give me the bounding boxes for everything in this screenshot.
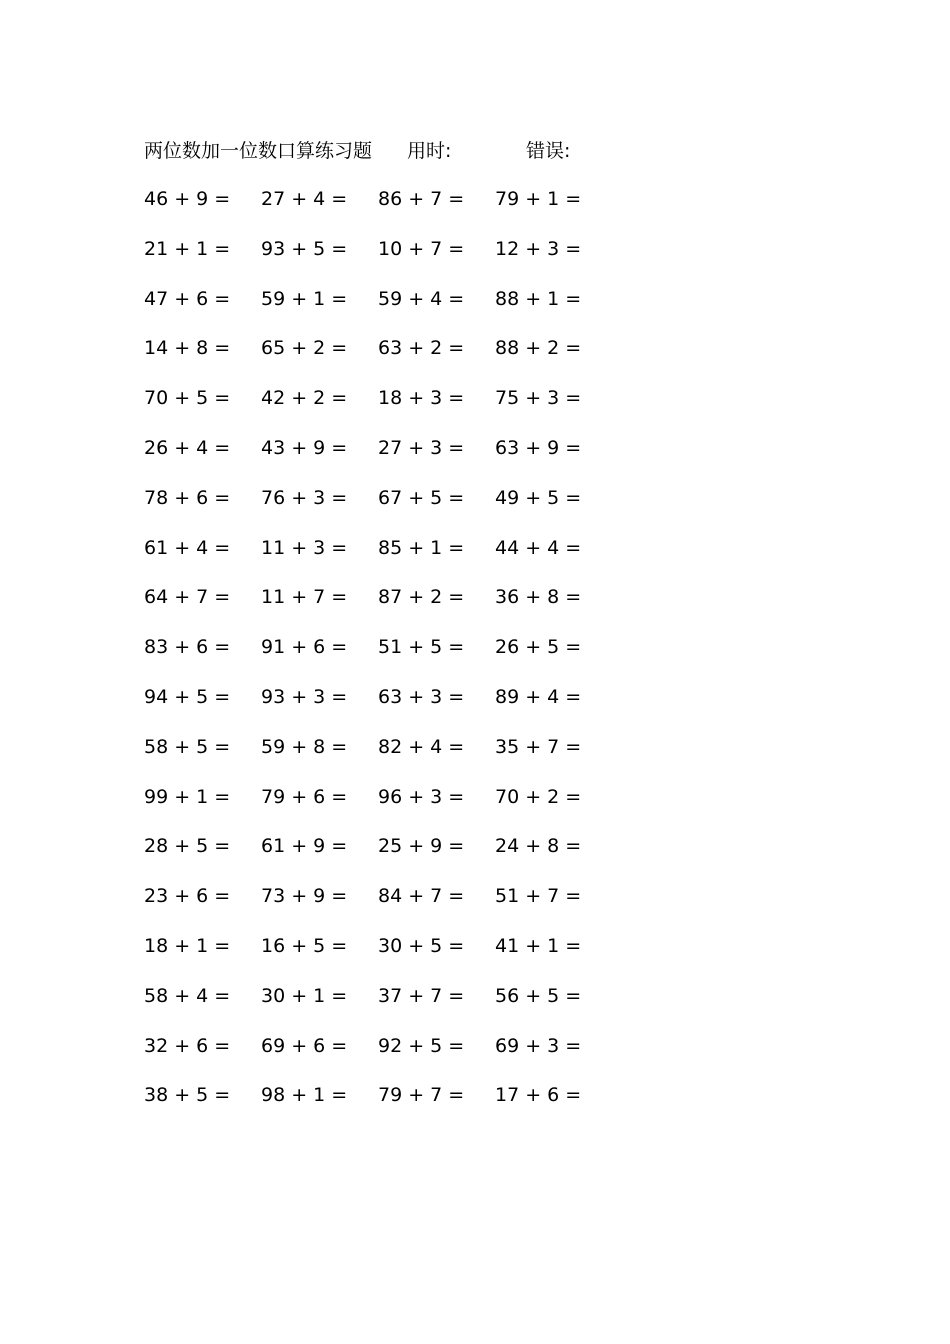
problem-item: 26 + 5 = [495,636,582,659]
problem-item: 42 + 2 = [261,387,348,410]
problem-item: 96 + 3 = [378,785,465,808]
problem-row [144,234,624,284]
problem-item: 65 + 2 = [261,337,348,360]
problem-item: 30 + 5 = [378,934,465,957]
problem-item: 61 + 4 = [144,536,231,559]
problem-item: 64 + 7 = [144,586,231,609]
problem-item: 38 + 5 = [144,1084,231,1107]
problem-item: 23 + 6 = [144,885,231,908]
problem-item: 73 + 9 = [261,885,348,908]
problem-row [144,333,624,383]
problem-item: 69 + 6 = [261,1034,348,1057]
problem-row [144,831,624,881]
problem-item: 58 + 5 = [144,735,231,758]
problem-item: 87 + 2 = [378,586,465,609]
problem-row [144,184,624,234]
problem-item: 79 + 7 = [378,1084,465,1107]
problem-item: 63 + 2 = [378,337,465,360]
problem-grid [144,184,624,1130]
problem-item: 93 + 5 = [261,237,348,260]
problem-item: 92 + 5 = [378,1034,465,1057]
problem-item: 59 + 4 = [378,287,465,310]
problem-item: 36 + 8 = [495,586,582,609]
problem-item: 16 + 5 = [261,934,348,957]
problem-item: 10 + 7 = [378,237,465,260]
problem-item: 35 + 7 = [495,735,582,758]
problem-item: 30 + 1 = [261,984,348,1007]
problem-item: 83 + 6 = [144,636,231,659]
problem-item: 51 + 7 = [495,885,582,908]
problem-item: 32 + 6 = [144,1034,231,1057]
problem-item: 26 + 4 = [144,436,231,459]
problem-item: 24 + 8 = [495,835,582,858]
problem-item: 89 + 4 = [495,685,582,708]
problem-item: 44 + 4 = [495,536,582,559]
problem-item: 21 + 1 = [144,237,231,260]
problem-item: 43 + 9 = [261,436,348,459]
problem-item: 84 + 7 = [378,885,465,908]
problem-row [144,931,624,981]
problem-row [144,383,624,433]
problem-row [144,1080,624,1130]
problem-item: 11 + 3 = [261,536,348,559]
problem-item: 59 + 8 = [261,735,348,758]
problem-item: 76 + 3 = [261,486,348,509]
problem-row [144,582,624,632]
problem-item: 12 + 3 = [495,237,582,260]
errors-label: 错误: [526,140,571,162]
problem-row [144,782,624,832]
problem-item: 41 + 1 = [495,934,582,957]
problem-item: 25 + 9 = [378,835,465,858]
problem-row [144,981,624,1031]
problem-item: 98 + 1 = [261,1084,348,1107]
problem-row [144,632,624,682]
problem-item: 51 + 5 = [378,636,465,659]
problem-row [144,284,624,334]
problem-item: 27 + 4 = [261,188,348,210]
problem-item: 18 + 3 = [378,387,465,410]
problem-item: 59 + 1 = [261,287,348,310]
problem-row [144,433,624,483]
problem-item: 78 + 6 = [144,486,231,509]
problem-item: 88 + 1 = [495,287,582,310]
problem-row [144,881,624,931]
problem-item: 79 + 6 = [261,785,348,808]
problem-item: 17 + 6 = [495,1084,582,1107]
problem-item: 79 + 1 = [495,188,582,210]
problem-item: 70 + 2 = [495,785,582,808]
problem-item: 67 + 5 = [378,486,465,509]
problem-item: 58 + 4 = [144,984,231,1007]
problem-row [144,1031,624,1081]
problem-row [144,732,624,782]
problem-item: 18 + 1 = [144,934,231,957]
problem-item: 69 + 3 = [495,1034,582,1057]
problem-item: 94 + 5 = [144,685,231,708]
problem-item: 47 + 6 = [144,287,231,310]
problem-item: 61 + 9 = [261,835,348,858]
problem-row [144,483,624,533]
problem-item: 85 + 1 = [378,536,465,559]
problem-item: 37 + 7 = [378,984,465,1007]
problem-item: 75 + 3 = [495,387,582,410]
problem-item: 49 + 5 = [495,486,582,509]
problem-item: 93 + 3 = [261,685,348,708]
problem-item: 70 + 5 = [144,387,231,410]
problem-row [144,682,624,732]
problem-item: 56 + 5 = [495,984,582,1007]
time-label: 用时: [407,140,452,162]
problem-item: 88 + 2 = [495,337,582,360]
worksheet-title: 两位数加一位数口算练习题 [144,140,373,162]
problem-item: 27 + 3 = [378,436,465,459]
problem-item: 11 + 7 = [261,586,348,609]
problem-item: 99 + 1 = [144,785,231,808]
problem-item: 46 + 9 = [144,188,231,210]
problem-item: 14 + 8 = [144,337,231,360]
problem-item: 91 + 6 = [261,636,348,659]
problem-item: 63 + 9 = [495,436,582,459]
problem-item: 86 + 7 = [378,188,465,210]
problem-item: 63 + 3 = [378,685,465,708]
problem-row [144,533,624,583]
problem-item: 82 + 4 = [378,735,465,758]
problem-item: 28 + 5 = [144,835,231,858]
